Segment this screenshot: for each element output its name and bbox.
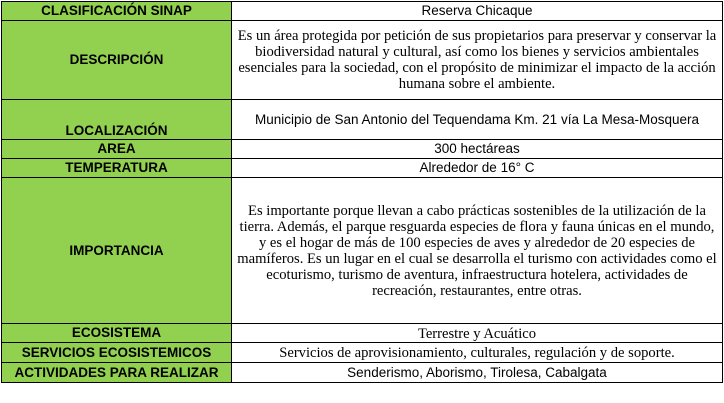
row-value-actividades: Senderismo, Aborismo, Tirolesa, Cabalgata <box>232 363 723 383</box>
table-row <box>2 140 723 159</box>
row-label-temperatura: TEMPERATURA <box>2 159 232 178</box>
row-value-servicios: Servicios de aprovisionamiento, culturales, regulación y de soporte. <box>232 343 723 363</box>
row-label-importancia: IMPORTANCIA <box>2 178 232 324</box>
row-label-area: AREA <box>2 140 232 159</box>
row-label-actividades: ACTIVIDADES PARA REALIZAR <box>2 363 232 383</box>
table-row <box>2 159 723 178</box>
table-row <box>2 2 723 21</box>
reserve-info-table <box>1 1 723 383</box>
table-row <box>2 324 723 343</box>
row-value-ecosistema: Terrestre y Acuático <box>232 324 723 343</box>
row-label-descripcion: DESCRIPCIÓN <box>2 21 232 100</box>
row-label-servicios: SERVICIOS ECOSISTEMICOS <box>2 343 232 363</box>
table-row <box>2 21 723 100</box>
row-value-localizacion: Municipio de San Antonio del Tequendama Km. 21 vía La Mesa-Mosquera <box>232 100 723 140</box>
row-value-area: 300 hectáreas <box>232 140 723 159</box>
row-label-localizacion: LOCALIZACIÓN <box>2 100 232 140</box>
row-label-ecosistema: ECOSISTEMA <box>2 324 232 343</box>
table-row <box>2 100 723 140</box>
table-row <box>2 178 723 324</box>
row-value-temperatura: Alrededor de 16° C <box>232 159 723 178</box>
row-value-clasificacion: Reserva Chicaque <box>232 2 723 21</box>
row-value-descripcion: Es un área protegida por petición de sus propietarios para preservar y conservar la biodiversidad natural y cultural, así como los bienes y servicios ambientales esenciales para la sociedad, con el propósito de minimizar el impacto de la acción humana sobre el ambiente. <box>232 21 723 100</box>
table-row <box>2 363 723 383</box>
table-row <box>2 343 723 363</box>
row-label-clasificacion: CLASIFICACIÓN SINAP <box>2 2 232 21</box>
row-value-importancia: Es importante porque llevan a cabo prácticas sostenibles de la utilización de la tierra. Además, el parque resguarda especies de flora y fauna únicas en el mundo, y es el hogar de más de 100 especies de aves y alrededor de 20 especies de mamíferos. Es un lugar en el cual se desarrolla el turismo con actividades como el ecoturismo, turismo de aventura, infraestructura hotelera, actividades de recreación, restaurantes, entre otras. <box>232 178 723 324</box>
